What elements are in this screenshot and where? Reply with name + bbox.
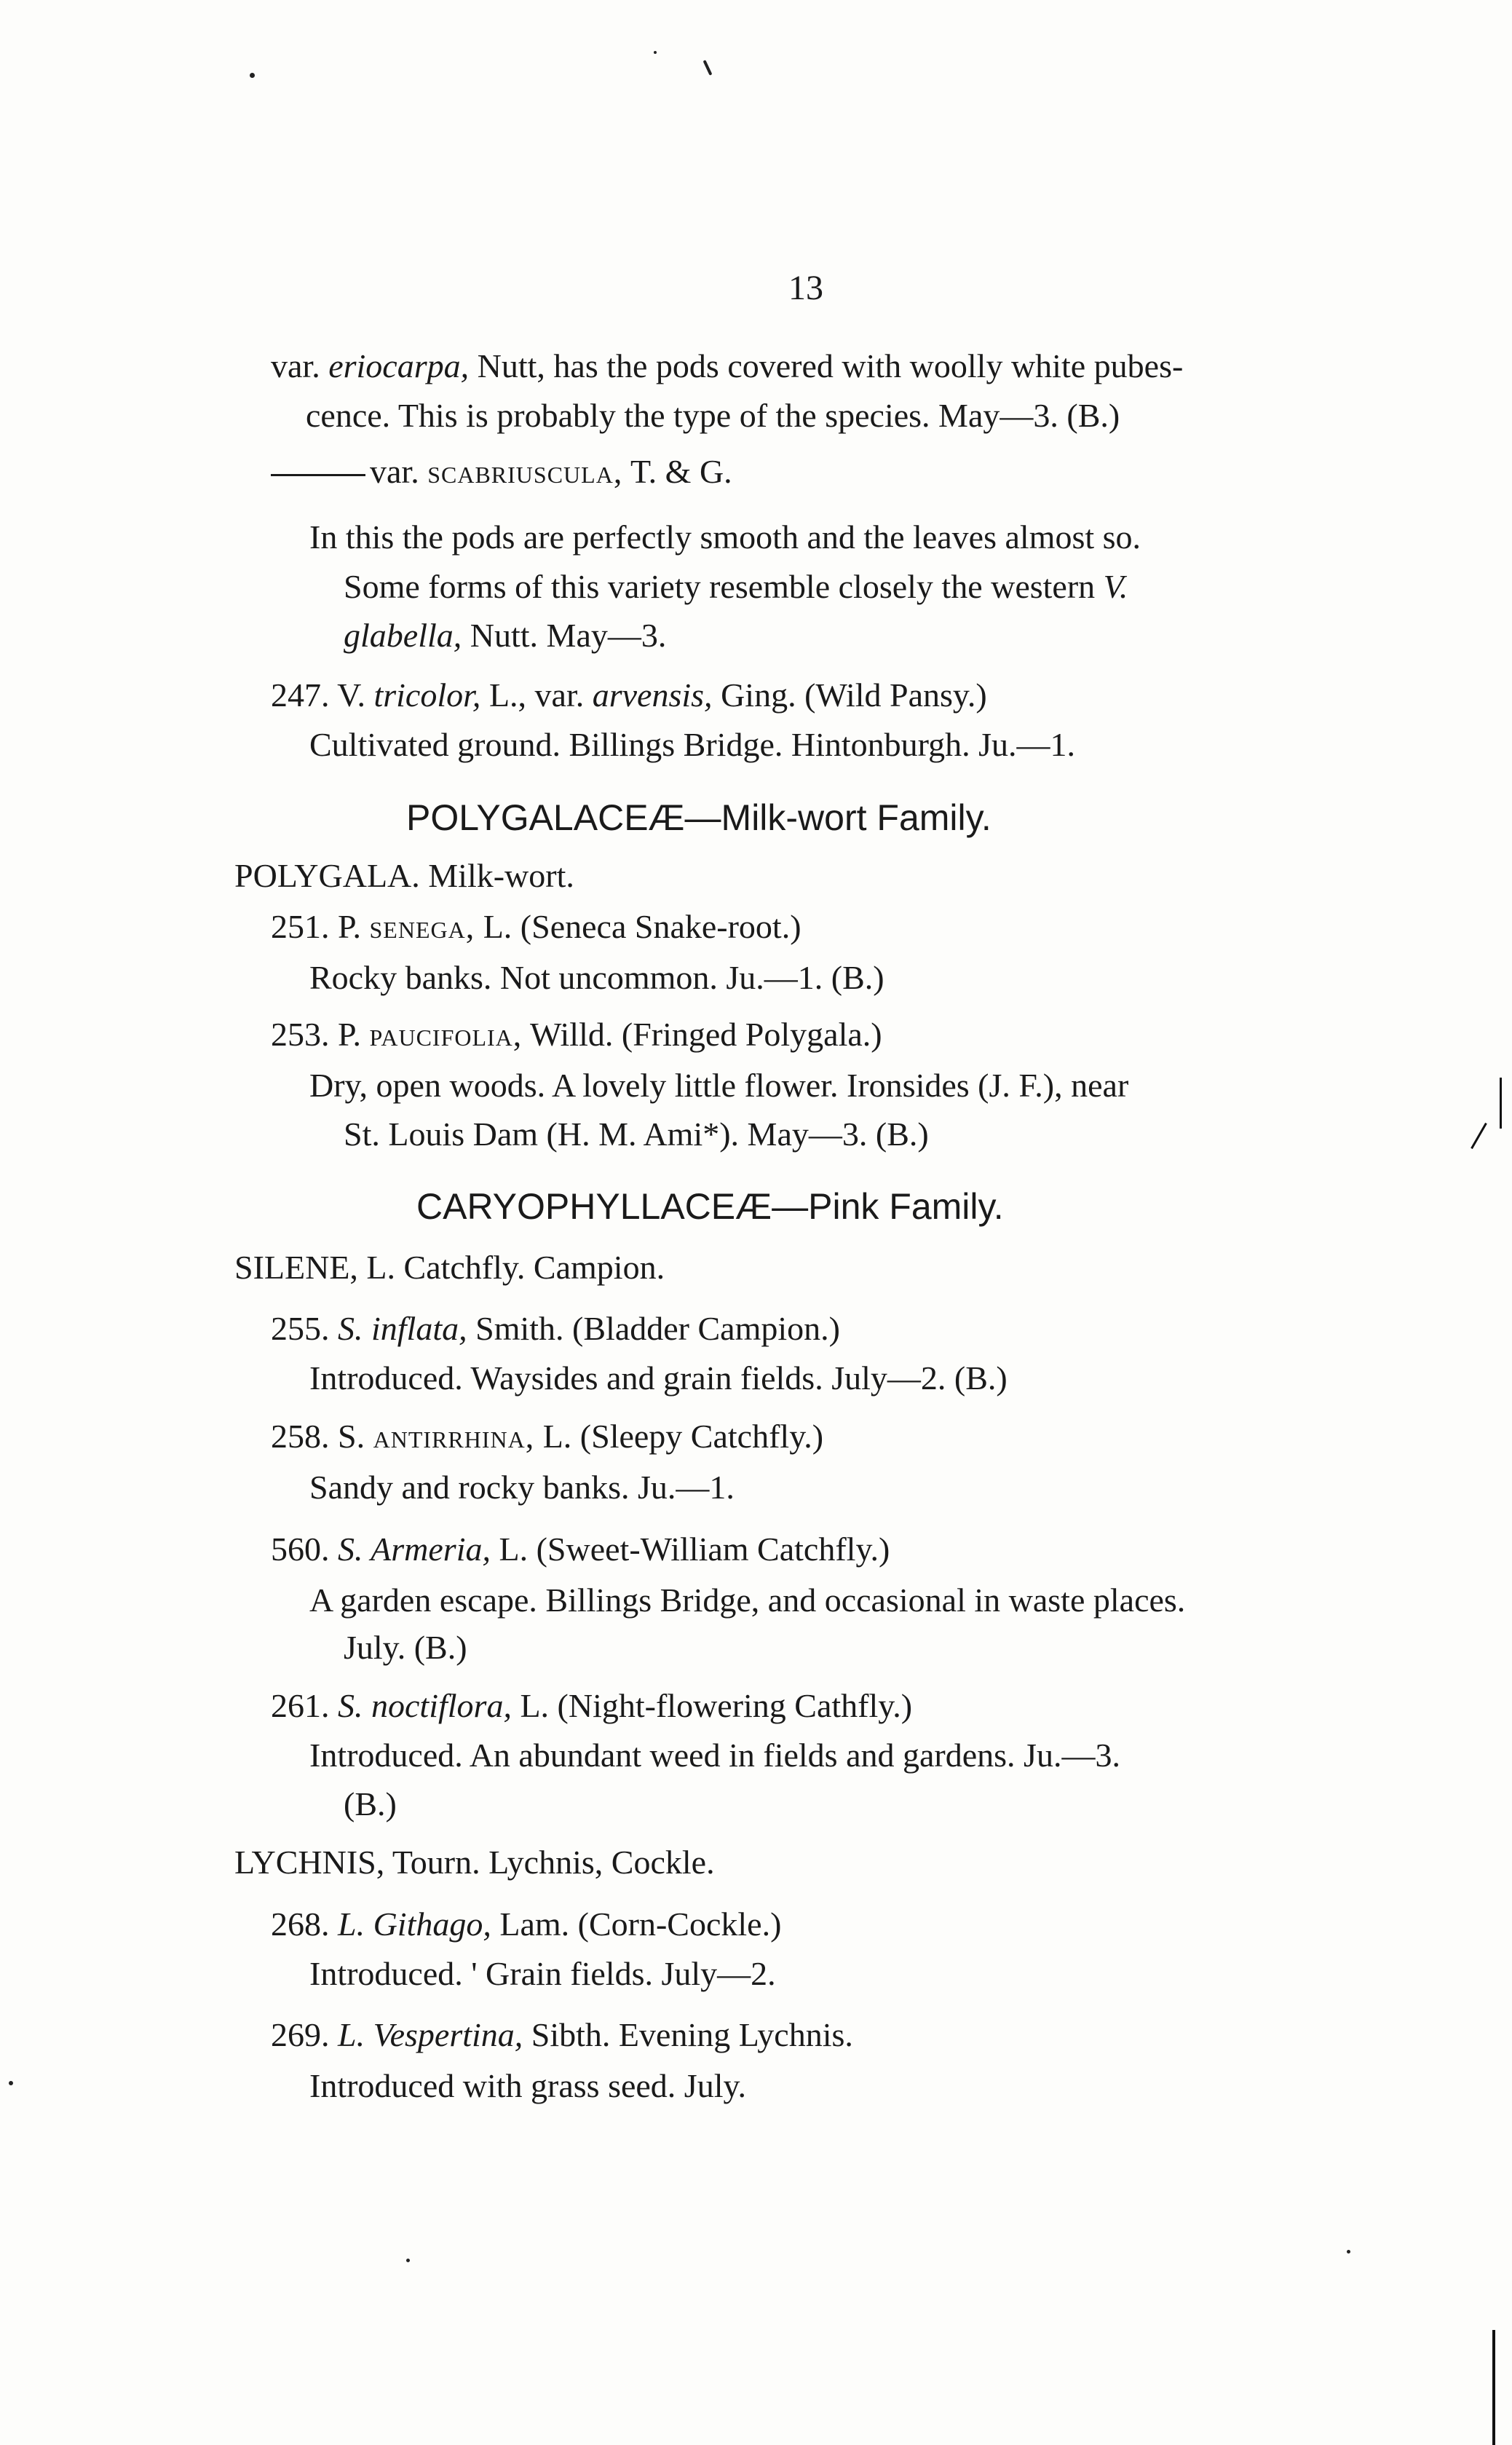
text-line: 258. S. antirrhina, L. (Sleepy Catchfly.) — [271, 1418, 824, 1455]
text-line: Introduced with grass seed. July. — [309, 2067, 746, 2104]
scan-speck — [9, 2081, 13, 2085]
text-line: cence. This is probably the type of the species. May—3. (B.) — [306, 397, 1120, 434]
scan-speck — [654, 51, 657, 54]
text-line: Introduced. ' Grain fields. July—2. — [309, 1955, 776, 1992]
text-line: Introduced. An abundant weed in fields and gardens. Ju.—3. — [309, 1737, 1120, 1774]
dash-rule — [271, 474, 365, 476]
scan-speck — [406, 2259, 410, 2262]
family-heading: POLYGALACEÆ—Milk-wort Family. — [406, 797, 991, 838]
text-line: July. (B.) — [344, 1629, 467, 1666]
text-line: Some forms of this variety resemble closely the western V. — [344, 568, 1128, 605]
text-line: St. Louis Dam (H. M. Ami*). May—3. (B.) — [344, 1115, 929, 1153]
text-line: glabella, Nutt. May—3. — [344, 617, 667, 654]
text-line: 560. S. Armeria, L. (Sweet-William Catchfly.) — [271, 1530, 890, 1568]
text-line: Dry, open woods. A lovely little flower. Ironsides (J. F.), near — [309, 1067, 1129, 1104]
text-line: 269. L. Vespertina, Sibth. Evening Lychnis. — [271, 2016, 853, 2053]
text-line: (B.) — [344, 1785, 397, 1822]
genus-heading: LYCHNIS, Tourn. Lychnis, Cockle. — [234, 1844, 715, 1881]
family-heading: CARYOPHYLLACEÆ—Pink Family. — [416, 1186, 1004, 1227]
scan-speck — [1347, 2250, 1350, 2254]
scan-edge-mark — [1492, 2330, 1495, 2445]
scan-speck — [250, 73, 255, 78]
text-line: 247. V. tricolor, L., var. arvensis, Ging. (Wild Pansy.) — [271, 676, 987, 714]
genus-heading: SILENE, L. Catchfly. Campion. — [234, 1249, 665, 1286]
text-line: 255. S. inflata, Smith. (Bladder Campion.) — [271, 1310, 840, 1347]
genus-heading: POLYGALA. Milk-wort. — [234, 857, 574, 894]
text-line: 251. P. senega, L. (Seneca Snake-root.) — [271, 908, 801, 945]
text-line: Introduced. Waysides and grain fields. July—2. (B.) — [309, 1359, 1008, 1397]
text-line: 261. S. noctiflora, L. (Night-flowering Cathfly.) — [271, 1687, 913, 1724]
text-line: In this the pods are perfectly smooth and the leaves almost so. — [309, 518, 1141, 556]
text-line: 268. L. Githago, Lam. (Corn-Cockle.) — [271, 1905, 782, 1943]
text-line: var. eriocarpa, Nutt, has the pods covered with woolly white pubes- — [271, 347, 1184, 384]
text-line: Cultivated ground. Billings Bridge. Hintonburgh. Ju.—1. — [309, 726, 1076, 763]
text-line: Rocky banks. Not uncommon. Ju.—1. (B.) — [309, 959, 884, 996]
scan-edge-mark — [1500, 1078, 1502, 1129]
text-line: 253. P. paucifolia, Willd. (Fringed Polygala.) — [271, 1016, 882, 1053]
scan-speck — [703, 60, 713, 76]
scan-edge-mark — [1471, 1123, 1487, 1149]
text-line: Sandy and rocky banks. Ju.—1. — [309, 1469, 735, 1506]
text-line: var. scabriuscula, T. & G. — [271, 455, 732, 489]
text-line: A garden escape. Billings Bridge, and occasional in waste places. — [309, 1581, 1186, 1619]
page-number: 13 — [788, 269, 823, 307]
